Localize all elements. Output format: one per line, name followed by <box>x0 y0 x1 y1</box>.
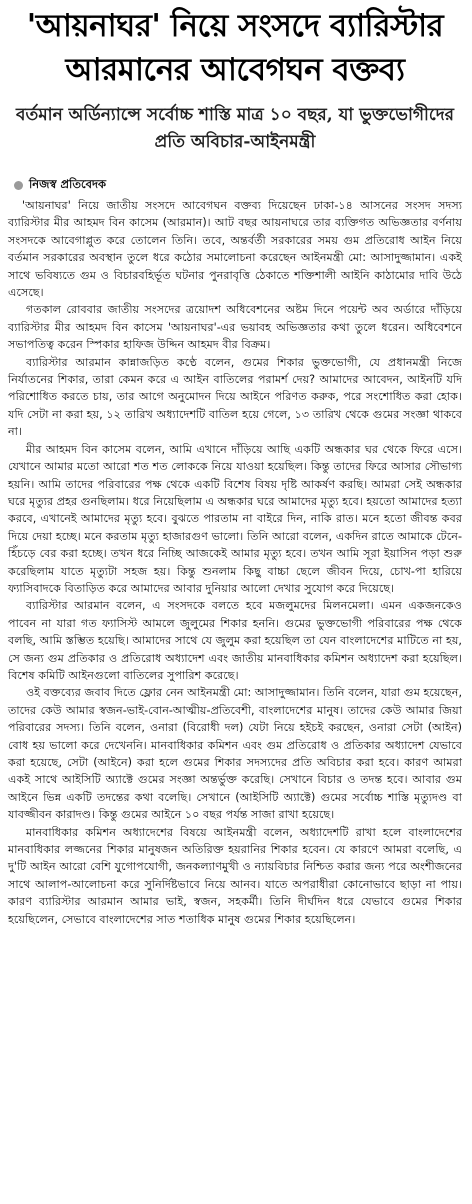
article-paragraph: 'আয়নাঘর' নিয়ে জাতীয় সংসদে আবেগঘন বক্তব্য দিয়েছেন ঢাকা-১৪ আসনের সংসদ সদস্য ব্যারিস্টার মীর আহমদ বিন কাসেম (আরমান)। আট বছর আয়নাঘরে তার ব্যক্তিগত অভিজ্ঞতার বর্ণনায় সংসদকে আবেগাপ্লুত করে তোলেন তিনি। তবে, অন্তর্বর্তী সরকারের সময় গুম প্রতিরোধ আইন নিয়ে বর্তমান সরকারের অবস্থান তুলে ধরে কঠোর সমালোচনা করেছেন আইনমন্ত্রী মো: আসাদুজ্জামান। একই সাথে ভবিষ্যতে গুম ও বিচারবহির্ভূত ঘটনার পুনরাবৃত্তি ঠেকাতে শক্তিশালী আইনি কাঠামোর দাবি উঠে এসেছে। <box>8 199 462 300</box>
article-paragraph: ব্যারিস্টার আরমান কান্নাজড়িত কণ্ঠে বলেন, গুমের শিকার ভুক্তভোগী, যে প্রধানমন্ত্রী নিজে নির্যাতনের শিকার, তারা কেমন করে এ আইন বাতিলের পরামর্শ দেয়? আমাদের আবেদন, আইনটি যদি পরিশোধিত করতে চায়, তার আগে অনুমোদন দিয়ে আইনে পরিণত করুক, পরে সংশোধিত করা হোক। যদি সেটা না করা হয়, ১২ তারিখ অধ্যাদেশটি বাতিল হয়ে গেলে, ১৩ তারিখ থেকে গুমের সংজ্ঞা থাকবে না। <box>8 355 462 439</box>
article-paragraph: গতকাল রোববার জাতীয় সংসদের ত্রয়োদশ অধিবেশনের অষ্টম দিনে পয়েন্ট অব অর্ডারে দাঁড়িয়ে ব্যারিস্টার মীর আহমদ বিন কাসেম 'আয়নাঘর'-এর ভয়াবহ অভিজ্ঞতার কথা তুলে ধরেন। অধিবেশনে সভাপতিত্ব করেন স্পিকার হাফিজ উদ্দিন আহমদ বীর বিক্রম। <box>8 303 462 352</box>
byline-text: নিজস্ব প্রতিবেদক <box>29 177 107 191</box>
subheadline: বর্তমান অর্ডিন্যান্সে সর্বোচ্চ শাস্তি মাত্র ১০ বছর, যা ভুক্তভোগীদের প্রতি অবিচার-আইনমন্ত্রী <box>16 105 454 152</box>
byline <box>14 176 462 195</box>
article-paragraph: মানবাধিকার কমিশন অধ্যাদেশের বিষয়ে আইনমন্ত্রী বলেন, অধ্যাদেশটি রাখা হলে বাংলাদেশের মানবাধিকার লজ্জনের শিকার মানুষজন অতিরিক্ত হয়রানির শিকার হবেন। যে কারণে আমরা বলেছি, এ দু'টি আইন আরো বেশি যুগোপযোগী, জনকল্যাণমুখী ও ন্যায়বিচার নিশ্চিত করার জন্য পরে অংশীজনের সাথে আলাপ-আলোচনা করে সুনির্দিষ্টভাবে নিয়ে আনব। যাতে অপরাধীরা কোনোভাবে ছাড়া না পায়। কারণ ব্যারিস্টার আরমান আমার ভাই, স্বজন, সহকর্মী। তিনি দীর্ঘদিন ধরে যেভাবে গুমের শিকার হয়েছিলেন, সেভাবে বাংলাদেশের সাত শতাধিক মানুষ গুমের শিকার হয়েছিলেন। <box>8 825 462 926</box>
article-paragraph: মীর আহমদ বিন কাসেম বলেন, আমি এখানে দাঁড়িয়ে আছি একটি অন্ধকার ঘর থেকে ফিরে এসে। যেখানে আমার মতো আরো শত শত লোককে নিয়ে যাওয়া হয়েছিল। কিন্তু তাদের ফিরে আসার সৌভাগ্য হয়নি। আমি তাদের পরিবারের পক্ষ থেকে একটি বিশেষ বিষয় দৃষ্টি আকর্ষণ করছি। আমরা সেই অন্ধকার ঘরে মৃত্যুর প্রহর গুনছিলাম। ধরে নিয়েছিলাম এ অন্ধকার ঘরে আমাদের মৃত্যু হবে। হয়তো আমাদের হত্যা করবে, এখানেই আমাদের মৃত্যু হবে। বুঝতে পারতাম না বাইরে দিন, নাকি রাত। মনে হতো জীবন্ত কবর দিয়ে দেয়া হচ্ছে। মনে করতাম মৃত্যু হাজারগুণ ভালো। তিনি আরো বলেন, একদিন রাতে আমাকে টেনে-হিঁচড়ে বের করা হচ্ছে। তখন ধরে নিচ্ছি আজকেই আমার মৃত্যু হবে। তখন আমি সূরা ইয়াসিন পড়া শুরু করেছিলাম যাতে মৃত্যুটা সহজ হয়। কিন্তু শুনলাম কিছু বাচ্চা ছেলে জীবন দিয়ে, চোখ-পা হারিয়ে ফ্যাসিবাদকে বিতাড়িত করে আমাদের আবার দুনিয়ার আলো দেখার সুযোগ করে দিয়েছে। <box>8 442 462 595</box>
bullet-icon <box>14 181 23 190</box>
article-body <box>8 197 462 928</box>
article-paragraph: ওই বক্তব্যের জবাব দিতে ফ্লোর নেন আইনমন্ত্রী মো: আসাদুজ্জামান। তিনি বলেন, যারা গুম হয়েছেন, তাদের কেউ আমার স্বজন-ভাই-বোন-আত্মীয়-প্রতিবেশী, বাংলাদেশের মানুষ। তাদের কেউ আমার জিয়া পরিবারের সদস্য। তিনি বলেন, ওনারা (বিরোধী দল) যেটা নিয়ে হইচই করছেন, ওনারা সেটা (আইন) বোধ হয় ভালো করে দেখেননি। মানবাধিকার কমিশন এবং গুম প্রতিরোধ ও প্রতিকার অধ্যাদেশ যেভাবে করা হয়েছে, সেটা (আইনে) করা হলে গুমের শিকার সদস্যদের প্রতি অবিচার করা হবে। কারণ আমরা একই সাথে আইসিটি অ্যাক্টে গুমের সংজ্ঞা অন্তর্ভুক্ত করেছি। সেখানে বিচার ও তদন্ত হবে। আবার গুম আইনে ভিন্ন একটি তদন্তের কথা বলেছি। সেখানে (আইসিটি অ্যাক্টে) গুমের সর্বোচ্চ শাস্তি মৃত্যুদণ্ড বা যাবজ্জীবন কারাদণ্ড। কিন্তু গুমের আইনে ১০ বছর পর্যন্ত সাজা রাখা হয়েছে। <box>8 686 462 822</box>
article-paragraph: ব্যারিস্টার আরমান বলেন, এ সংসদকে বলতে হবে মজলুমদের মিলনমেলা। এমন একজনকেও পাবেন না যারা গত ফ্যাসিস্ট আমলে জুলুমের শিকার হননি। গুমের ভুক্তভোগী পরিবারের পক্ষ থেকে বলছি, আমি স্তম্ভিত হয়েছি। আমাদের সাথে যে জুলুম করা হয়েছিল তা যেন বাংলাদেশের মাটিতে না হয়, সে জন্য গুম প্রতিকার ও প্রতিরোধ অধ্যাদেশ এবং জাতীয় মানবাধিকার কমিশন অধ্যাদেশ করা হয়েছিল। বিশেষ কমিটি আইনগুলো বাতিলের সুপারিশ করেছে। <box>8 599 462 682</box>
headline: 'আয়নাঘর' নিয়ে সংসদে ব্যারিস্টার আরমানের আবেগঘন বক্তব্য <box>26 8 444 88</box>
